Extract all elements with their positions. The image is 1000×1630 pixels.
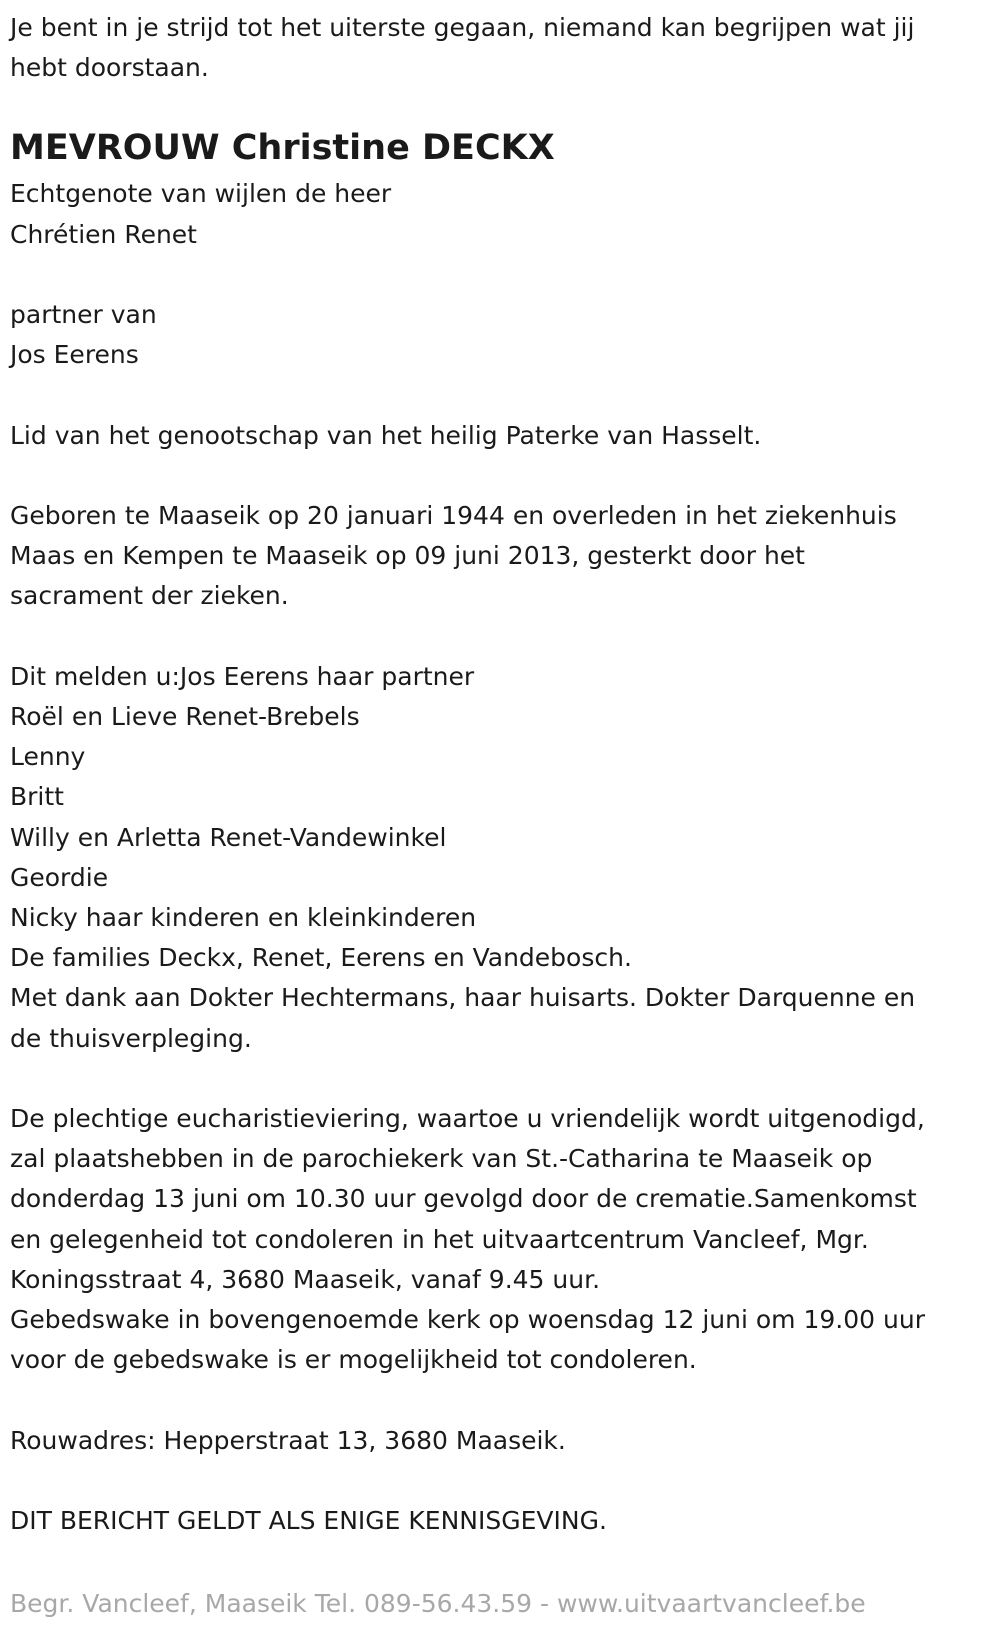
ceremony-line: voor de gebedswake is er mogelijkheid tot condoleren. xyxy=(10,1345,697,1375)
ceremony-line: Gebedswake in bovengenoemde kerk op woensdag 12 juni om 19.00 uur xyxy=(10,1305,925,1335)
obituary-notice xyxy=(10,8,990,1541)
announcer-line: Lenny xyxy=(10,742,86,772)
notice-line: DIT BERICHT GELDT ALS ENIGE KENNISGEVING. xyxy=(10,1506,607,1535)
membership-line: Lid van het genootschap van het heilig Paterke van Hasselt. xyxy=(10,420,762,450)
partner-line: partner van xyxy=(10,300,157,329)
announcer-line: Met dank aan Dokter Hechtermans, haar huisarts. Dokter Darquenne en xyxy=(10,983,916,1013)
announcer-line: de thuisverpleging. xyxy=(10,1023,252,1053)
deceased-name: MEVROUW Christine DECKX xyxy=(10,128,555,169)
birth-death-line: Maas en Kempen te Maaseik op 09 juni 2013, gesterkt door het xyxy=(10,541,805,571)
birth-death-line: sacrament der zieken. xyxy=(10,581,289,611)
birth-death-line: Geboren te Maaseik op 20 januari 1944 en overleden in het ziekenhuis xyxy=(10,500,897,530)
ceremony-line: en gelegenheid tot condoleren in het uitvaartcentrum Vancleef, Mgr. xyxy=(10,1224,869,1254)
announcers-section xyxy=(10,657,990,1059)
address-line: Rouwadres: Hepperstraat 13, 3680 Maaseik. xyxy=(10,1425,566,1455)
ceremony-line: De plechtige eucharistieviering, waartoe u vriendelijk wordt uitgenodigd, xyxy=(10,1104,925,1133)
birth-death-section xyxy=(10,496,990,617)
announcer-line: Roël en Lieve Renet-Brebels xyxy=(10,701,360,731)
ceremony-line: donderdag 13 juni om 10.30 uur gevolgd door de crematie.Samenkomst xyxy=(10,1184,917,1214)
funeral-home-footer: Begr. Vancleef, Maaseik Tel. 089-56.43.59 - www.uitvaartvancleef.be xyxy=(10,1589,866,1618)
announcer-line: Britt xyxy=(10,782,64,812)
quote-line: hebt doorstaan. xyxy=(10,53,209,83)
notice-section xyxy=(10,1501,990,1541)
announcer-line: De families Deckx, Renet, Eerens en Vandebosch. xyxy=(10,943,632,973)
quote-line: Je bent in je strijd tot het uiterste gegaan, niemand kan begrijpen wat jij xyxy=(10,13,915,42)
announcer-line: Dit melden u:Jos Eerens haar partner xyxy=(10,661,475,691)
spouse-section xyxy=(10,174,990,254)
address-section xyxy=(10,1421,990,1461)
membership-section xyxy=(10,416,990,456)
partner-section xyxy=(10,295,990,375)
announcer-line: Willy en Arletta Renet-Vandewinkel xyxy=(10,822,447,852)
spouse-line: Echtgenote van wijlen de heer xyxy=(10,179,392,209)
opening-quote xyxy=(10,8,990,88)
partner-line: Jos Eerens xyxy=(10,340,139,370)
ceremony-section xyxy=(10,1099,990,1380)
ceremony-line: Koningsstraat 4, 3680 Maaseik, vanaf 9.45 uur. xyxy=(10,1264,601,1294)
spouse-line: Chrétien Renet xyxy=(10,219,197,249)
announcer-line: Geordie xyxy=(10,862,109,892)
announcer-line: Nicky haar kinderen en kleinkinderen xyxy=(10,903,477,932)
ceremony-line: zal plaatshebben in de parochiekerk van St.-Catharina te Maaseik op xyxy=(10,1144,873,1174)
